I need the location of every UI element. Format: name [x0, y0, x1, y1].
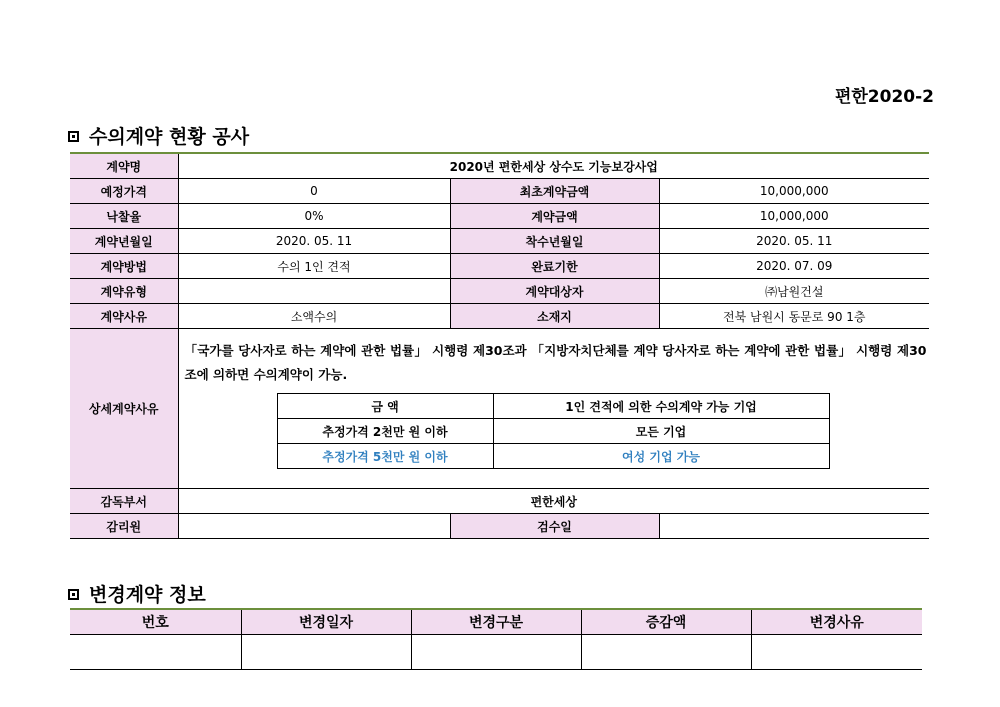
value-start-date: 2020. 05. 11: [659, 229, 929, 254]
detail-cell: 여성 기업 가능: [493, 444, 829, 469]
table-row: [70, 514, 929, 539]
label-contract-date: 계약년월일: [70, 229, 178, 254]
detail-cell: 추정가격 5천만 원 이하: [277, 444, 493, 469]
value-supervisor: [178, 514, 450, 539]
contract-status-table: [70, 152, 929, 539]
value-award-rate: 0%: [178, 204, 450, 229]
section-title-contract-status: [68, 122, 249, 149]
value-contract-amount: 10,000,000: [659, 204, 929, 229]
square-bullet-icon: [68, 131, 79, 142]
value-location: 전북 남원시 동문로 90 1층: [659, 304, 929, 329]
table-row: [70, 254, 929, 279]
label-deadline: 완료기한: [450, 254, 659, 279]
table-cell: [241, 635, 411, 670]
table-row: [277, 394, 829, 419]
label-supervisor: 감리원: [70, 514, 178, 539]
value-deadline: 2020. 07. 09: [659, 254, 929, 279]
table-cell: [411, 635, 581, 670]
table-row: [277, 419, 829, 444]
section-title-text: 변경계약 정보: [89, 584, 206, 606]
label-contract-reason: 계약사유: [70, 304, 178, 329]
label-location: 소재지: [450, 304, 659, 329]
label-inspection-date: 검수일: [450, 514, 659, 539]
table-cell: [70, 635, 241, 670]
table-header-row: [70, 609, 922, 635]
label-contractor: 계약대상자: [450, 279, 659, 304]
table-row: [70, 204, 929, 229]
header-change-reason: 변경사유: [751, 609, 922, 635]
header-number: 번호: [70, 609, 241, 635]
label-supervising-dept: 감독부서: [70, 489, 178, 514]
detail-reason-text: 「국가를 당사자로 하는 계약에 관한 법률」 시행령 제30조과 「지방자치단체를 계약 당사자로 하는 계약에 관한 법률」 시행령 제30조에 의하면 수의계약이 가능.: [184, 343, 927, 382]
value-contract-type: [178, 279, 450, 304]
label-first-contract-amount: 최초계약금액: [450, 179, 659, 204]
table-row: [70, 329, 929, 489]
table-row: [277, 444, 829, 469]
value-first-contract-amount: 10,000,000: [659, 179, 929, 204]
table-row: [70, 229, 929, 254]
change-contract-table: [70, 608, 922, 670]
square-bullet-icon: [68, 589, 79, 600]
table-cell: [751, 635, 922, 670]
header-change-amount: 증감액: [581, 609, 751, 635]
section-title-text: 수의계약 현황 공사: [89, 126, 250, 148]
table-row: [70, 304, 929, 329]
label-start-date: 착수년월일: [450, 229, 659, 254]
header-change-type: 변경구분: [411, 609, 581, 635]
label-detail-reason: 상세계약사유: [70, 329, 178, 489]
label-contract-method: 계약방법: [70, 254, 178, 279]
detail-header-eligible: 1인 견적에 의한 수의계약 가능 기업: [493, 394, 829, 419]
table-cell: [581, 635, 751, 670]
label-contract-amount: 계약금액: [450, 204, 659, 229]
detail-criteria-table: [277, 393, 830, 469]
value-estimated-price: 0: [178, 179, 450, 204]
value-contract-date: 2020. 05. 11: [178, 229, 450, 254]
value-contract-reason: 소액수의: [178, 304, 450, 329]
detail-header-amount: 금 액: [277, 394, 493, 419]
header-change-date: 변경일자: [241, 609, 411, 635]
value-inspection-date: [659, 514, 929, 539]
document-number: 편한2020-2: [834, 87, 934, 107]
table-row: [70, 153, 929, 179]
table-row: [70, 279, 929, 304]
value-contractor: ㈜남원건설: [659, 279, 929, 304]
value-contract-name: 2020년 편한세상 상수도 기능보강사업: [178, 153, 929, 179]
value-supervising-dept: 편한세상: [178, 489, 929, 514]
detail-reason-cell: [178, 329, 929, 489]
label-contract-name: 계약명: [70, 153, 178, 179]
detail-cell: 모든 기업: [493, 419, 829, 444]
value-contract-method: 수의 1인 견적: [178, 254, 450, 279]
detail-cell: 추정가격 2천만 원 이하: [277, 419, 493, 444]
table-row: [70, 635, 922, 670]
label-estimated-price: 예정가격: [70, 179, 178, 204]
table-row: [70, 179, 929, 204]
section-title-change-contract: [68, 580, 206, 607]
label-award-rate: 낙찰율: [70, 204, 178, 229]
label-contract-type: 계약유형: [70, 279, 178, 304]
table-row: [70, 489, 929, 514]
